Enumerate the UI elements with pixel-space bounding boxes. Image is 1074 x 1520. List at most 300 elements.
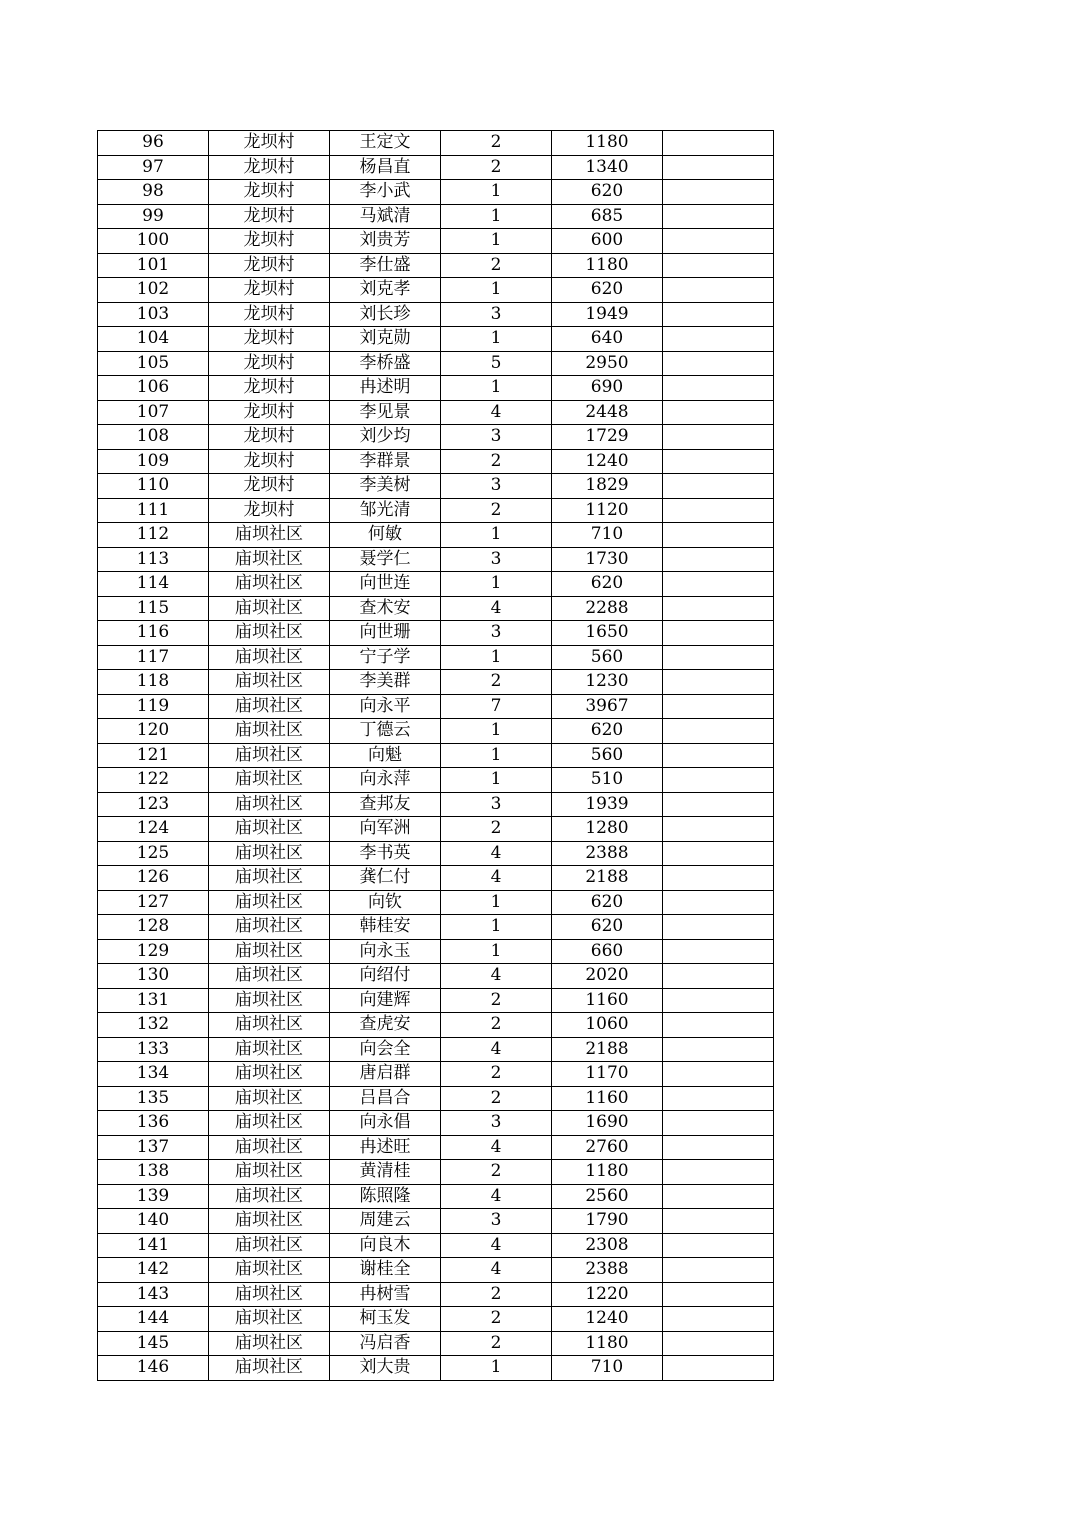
cell-name: 冉树雪: [330, 1282, 441, 1307]
cell-note: [663, 964, 774, 989]
cell-name: 李群景: [330, 449, 441, 474]
cell-amount: 660: [552, 939, 663, 964]
table-row: [98, 1013, 774, 1038]
cell-amount: 710: [552, 523, 663, 548]
cell-note: [663, 1258, 774, 1283]
cell-name: 吕昌合: [330, 1086, 441, 1111]
cell-amount: 3967: [552, 694, 663, 719]
cell-number: 99: [98, 204, 209, 229]
cell-note: [663, 694, 774, 719]
cell-name: 向会全: [330, 1037, 441, 1062]
cell-name: 刘贵芳: [330, 229, 441, 254]
cell-village: 庙坝社区: [209, 841, 330, 866]
cell-count: 2: [441, 498, 552, 523]
cell-amount: 710: [552, 1356, 663, 1381]
cell-note: [663, 400, 774, 425]
cell-number: 109: [98, 449, 209, 474]
cell-name: 向绍付: [330, 964, 441, 989]
cell-name: 柯玉发: [330, 1307, 441, 1332]
cell-note: [663, 572, 774, 597]
table-row: [98, 253, 774, 278]
cell-village: 庙坝社区: [209, 1331, 330, 1356]
cell-village: 龙坝村: [209, 204, 330, 229]
cell-name: 查术安: [330, 596, 441, 621]
cell-village: 庙坝社区: [209, 645, 330, 670]
cell-count: 4: [441, 1184, 552, 1209]
cell-number: 130: [98, 964, 209, 989]
cell-number: 125: [98, 841, 209, 866]
cell-amount: 620: [552, 278, 663, 303]
cell-number: 145: [98, 1331, 209, 1356]
cell-amount: 2950: [552, 351, 663, 376]
cell-note: [663, 817, 774, 842]
cell-number: 120: [98, 719, 209, 744]
cell-village: 庙坝社区: [209, 1135, 330, 1160]
cell-note: [663, 1331, 774, 1356]
cell-count: 1: [441, 327, 552, 352]
cell-number: 146: [98, 1356, 209, 1381]
cell-amount: 2560: [552, 1184, 663, 1209]
cell-name: 杨昌直: [330, 155, 441, 180]
cell-village: 龙坝村: [209, 131, 330, 156]
cell-number: 111: [98, 498, 209, 523]
cell-name: 唐启群: [330, 1062, 441, 1087]
cell-count: 1: [441, 645, 552, 670]
cell-number: 134: [98, 1062, 209, 1087]
cell-count: 1: [441, 1356, 552, 1381]
cell-village: 龙坝村: [209, 474, 330, 499]
cell-number: 101: [98, 253, 209, 278]
cell-name: 李小武: [330, 180, 441, 205]
table-row: [98, 915, 774, 940]
cell-number: 140: [98, 1209, 209, 1234]
cell-count: 7: [441, 694, 552, 719]
cell-note: [663, 278, 774, 303]
cell-note: [663, 939, 774, 964]
cell-number: 110: [98, 474, 209, 499]
table-row: [98, 180, 774, 205]
cell-number: 112: [98, 523, 209, 548]
cell-note: [663, 743, 774, 768]
cell-amount: 620: [552, 890, 663, 915]
table-row: [98, 645, 774, 670]
cell-village: 庙坝社区: [209, 572, 330, 597]
table-row: [98, 621, 774, 646]
cell-village: 庙坝社区: [209, 743, 330, 768]
cell-count: 4: [441, 596, 552, 621]
cell-note: [663, 474, 774, 499]
cell-count: 4: [441, 841, 552, 866]
cell-amount: 1829: [552, 474, 663, 499]
cell-number: 103: [98, 302, 209, 327]
cell-name: 王定文: [330, 131, 441, 156]
cell-village: 庙坝社区: [209, 1086, 330, 1111]
cell-name: 查虎安: [330, 1013, 441, 1038]
cell-count: 3: [441, 425, 552, 450]
cell-village: 庙坝社区: [209, 523, 330, 548]
table-row: [98, 1356, 774, 1381]
cell-name: 陈照隆: [330, 1184, 441, 1209]
cell-count: 1: [441, 915, 552, 940]
cell-note: [663, 229, 774, 254]
cell-count: 4: [441, 1037, 552, 1062]
cell-count: 2: [441, 1013, 552, 1038]
cell-count: 1: [441, 890, 552, 915]
cell-name: 马斌清: [330, 204, 441, 229]
cell-name: 向永玉: [330, 939, 441, 964]
cell-count: 4: [441, 1258, 552, 1283]
cell-number: 104: [98, 327, 209, 352]
cell-amount: 620: [552, 915, 663, 940]
table-row: [98, 768, 774, 793]
cell-amount: 1730: [552, 547, 663, 572]
cell-name: 韩桂安: [330, 915, 441, 940]
cell-amount: 1160: [552, 1086, 663, 1111]
cell-number: 116: [98, 621, 209, 646]
cell-name: 向钦: [330, 890, 441, 915]
cell-number: 131: [98, 988, 209, 1013]
table-row: [98, 1062, 774, 1087]
cell-count: 1: [441, 180, 552, 205]
cell-note: [663, 890, 774, 915]
cell-village: 庙坝社区: [209, 596, 330, 621]
cell-number: 126: [98, 866, 209, 891]
table-row: [98, 572, 774, 597]
table-row: [98, 890, 774, 915]
cell-name: 向世珊: [330, 621, 441, 646]
cell-note: [663, 498, 774, 523]
cell-note: [663, 719, 774, 744]
cell-note: [663, 645, 774, 670]
cell-village: 龙坝村: [209, 449, 330, 474]
table-row: [98, 400, 774, 425]
cell-number: 113: [98, 547, 209, 572]
table-row: [98, 131, 774, 156]
cell-amount: 1180: [552, 1331, 663, 1356]
table-row: [98, 719, 774, 744]
cell-count: 4: [441, 866, 552, 891]
cell-count: 1: [441, 719, 552, 744]
cell-village: 龙坝村: [209, 253, 330, 278]
cell-count: 2: [441, 1062, 552, 1087]
table-row: [98, 939, 774, 964]
cell-note: [663, 131, 774, 156]
cell-note: [663, 670, 774, 695]
table-row: [98, 523, 774, 548]
cell-number: 139: [98, 1184, 209, 1209]
cell-name: 向建辉: [330, 988, 441, 1013]
cell-amount: 1180: [552, 1160, 663, 1185]
cell-name: 刘少均: [330, 425, 441, 450]
cell-name: 李见景: [330, 400, 441, 425]
cell-name: 何敏: [330, 523, 441, 548]
cell-name: 李美群: [330, 670, 441, 695]
cell-amount: 1240: [552, 1307, 663, 1332]
cell-number: 97: [98, 155, 209, 180]
table-row: [98, 1282, 774, 1307]
table-row: [98, 425, 774, 450]
cell-number: 119: [98, 694, 209, 719]
cell-amount: 1170: [552, 1062, 663, 1087]
cell-village: 庙坝社区: [209, 719, 330, 744]
cell-amount: 2188: [552, 1037, 663, 1062]
cell-name: 向军洲: [330, 817, 441, 842]
table-row: [98, 327, 774, 352]
cell-note: [663, 768, 774, 793]
cell-name: 龚仁付: [330, 866, 441, 891]
cell-count: 2: [441, 253, 552, 278]
cell-note: [663, 449, 774, 474]
cell-number: 137: [98, 1135, 209, 1160]
cell-note: [663, 253, 774, 278]
cell-amount: 690: [552, 376, 663, 401]
table-row: [98, 817, 774, 842]
cell-amount: 2388: [552, 1258, 663, 1283]
cell-note: [663, 1233, 774, 1258]
cell-village: 龙坝村: [209, 351, 330, 376]
table-row: [98, 302, 774, 327]
cell-name: 冉述明: [330, 376, 441, 401]
cell-amount: 560: [552, 743, 663, 768]
cell-count: 2: [441, 670, 552, 695]
cell-note: [663, 988, 774, 1013]
cell-name: 李仕盛: [330, 253, 441, 278]
cell-village: 庙坝社区: [209, 939, 330, 964]
cell-count: 3: [441, 1111, 552, 1136]
table-row: [98, 1233, 774, 1258]
cell-number: 142: [98, 1258, 209, 1283]
cell-village: 龙坝村: [209, 425, 330, 450]
cell-note: [663, 351, 774, 376]
cell-amount: 1060: [552, 1013, 663, 1038]
table-row: [98, 1331, 774, 1356]
cell-amount: 1180: [552, 131, 663, 156]
cell-note: [663, 1184, 774, 1209]
cell-count: 2: [441, 988, 552, 1013]
cell-village: 龙坝村: [209, 155, 330, 180]
cell-amount: 1690: [552, 1111, 663, 1136]
cell-village: 庙坝社区: [209, 768, 330, 793]
cell-count: 3: [441, 547, 552, 572]
cell-number: 117: [98, 645, 209, 670]
cell-village: 庙坝社区: [209, 1307, 330, 1332]
cell-amount: 1650: [552, 621, 663, 646]
cell-note: [663, 621, 774, 646]
cell-note: [663, 1160, 774, 1185]
cell-note: [663, 1282, 774, 1307]
cell-village: 庙坝社区: [209, 621, 330, 646]
table-row: [98, 1037, 774, 1062]
cell-amount: 2308: [552, 1233, 663, 1258]
cell-village: 庙坝社区: [209, 1282, 330, 1307]
table-row: [98, 792, 774, 817]
cell-name: 谢桂全: [330, 1258, 441, 1283]
cell-amount: 1939: [552, 792, 663, 817]
cell-count: 2: [441, 155, 552, 180]
table-row: [98, 204, 774, 229]
cell-count: 4: [441, 964, 552, 989]
cell-amount: 2388: [552, 841, 663, 866]
cell-village: 庙坝社区: [209, 1184, 330, 1209]
cell-number: 100: [98, 229, 209, 254]
cell-village: 庙坝社区: [209, 1111, 330, 1136]
cell-note: [663, 792, 774, 817]
cell-amount: 600: [552, 229, 663, 254]
cell-count: 1: [441, 572, 552, 597]
cell-count: 2: [441, 131, 552, 156]
table-row: [98, 1307, 774, 1332]
cell-note: [663, 1135, 774, 1160]
cell-count: 1: [441, 523, 552, 548]
cell-note: [663, 1062, 774, 1087]
cell-village: 庙坝社区: [209, 1258, 330, 1283]
cell-village: 庙坝社区: [209, 1356, 330, 1381]
cell-number: 114: [98, 572, 209, 597]
cell-note: [663, 915, 774, 940]
cell-count: 2: [441, 1307, 552, 1332]
cell-count: 3: [441, 621, 552, 646]
cell-note: [663, 1307, 774, 1332]
cell-village: 龙坝村: [209, 278, 330, 303]
cell-name: 向永平: [330, 694, 441, 719]
cell-village: 庙坝社区: [209, 988, 330, 1013]
cell-name: 丁德云: [330, 719, 441, 744]
cell-village: 庙坝社区: [209, 1209, 330, 1234]
cell-note: [663, 523, 774, 548]
cell-number: 133: [98, 1037, 209, 1062]
cell-amount: 640: [552, 327, 663, 352]
cell-number: 115: [98, 596, 209, 621]
cell-name: 周建云: [330, 1209, 441, 1234]
cell-number: 129: [98, 939, 209, 964]
cell-count: 3: [441, 474, 552, 499]
cell-amount: 1729: [552, 425, 663, 450]
cell-amount: 1280: [552, 817, 663, 842]
cell-note: [663, 841, 774, 866]
cell-name: 冯启香: [330, 1331, 441, 1356]
cell-amount: 2448: [552, 400, 663, 425]
cell-note: [663, 302, 774, 327]
cell-village: 龙坝村: [209, 376, 330, 401]
cell-count: 4: [441, 400, 552, 425]
cell-village: 庙坝社区: [209, 915, 330, 940]
cell-amount: 560: [552, 645, 663, 670]
cell-number: 108: [98, 425, 209, 450]
table-row: [98, 1111, 774, 1136]
table-row: [98, 474, 774, 499]
table-row: [98, 1184, 774, 1209]
cell-note: [663, 1037, 774, 1062]
cell-number: 122: [98, 768, 209, 793]
cell-village: 庙坝社区: [209, 964, 330, 989]
cell-number: 136: [98, 1111, 209, 1136]
cell-note: [663, 204, 774, 229]
cell-number: 141: [98, 1233, 209, 1258]
table-row: [98, 229, 774, 254]
cell-count: 1: [441, 376, 552, 401]
cell-village: 庙坝社区: [209, 1160, 330, 1185]
cell-note: [663, 327, 774, 352]
cell-count: 2: [441, 1160, 552, 1185]
table-row: [98, 1258, 774, 1283]
cell-amount: 1180: [552, 253, 663, 278]
cell-count: 2: [441, 449, 552, 474]
cell-village: 庙坝社区: [209, 694, 330, 719]
cell-amount: 685: [552, 204, 663, 229]
cell-amount: 1340: [552, 155, 663, 180]
cell-village: 庙坝社区: [209, 890, 330, 915]
cell-village: 庙坝社区: [209, 670, 330, 695]
table-row: [98, 670, 774, 695]
cell-amount: 620: [552, 180, 663, 205]
table-row: [98, 596, 774, 621]
cell-count: 1: [441, 204, 552, 229]
cell-note: [663, 1209, 774, 1234]
table-row: [98, 278, 774, 303]
cell-number: 124: [98, 817, 209, 842]
cell-name: 查邦友: [330, 792, 441, 817]
cell-number: 144: [98, 1307, 209, 1332]
table-row: [98, 547, 774, 572]
table-row: [98, 694, 774, 719]
cell-count: 1: [441, 278, 552, 303]
cell-village: 庙坝社区: [209, 1013, 330, 1038]
cell-village: 龙坝村: [209, 302, 330, 327]
cell-name: 刘长珍: [330, 302, 441, 327]
cell-village: 龙坝村: [209, 400, 330, 425]
cell-amount: 1240: [552, 449, 663, 474]
cell-village: 庙坝社区: [209, 1062, 330, 1087]
cell-amount: 620: [552, 572, 663, 597]
cell-note: [663, 596, 774, 621]
cell-note: [663, 155, 774, 180]
table-row: [98, 1160, 774, 1185]
table-row: [98, 1135, 774, 1160]
cell-name: 向永倡: [330, 1111, 441, 1136]
cell-name: 刘克勋: [330, 327, 441, 352]
cell-amount: 620: [552, 719, 663, 744]
cell-number: 123: [98, 792, 209, 817]
cell-name: 邹光清: [330, 498, 441, 523]
cell-village: 龙坝村: [209, 327, 330, 352]
cell-number: 132: [98, 1013, 209, 1038]
cell-count: 2: [441, 1282, 552, 1307]
cell-name: 黄清桂: [330, 1160, 441, 1185]
table-row: [98, 841, 774, 866]
cell-number: 127: [98, 890, 209, 915]
cell-name: 李桥盛: [330, 351, 441, 376]
table-row: [98, 376, 774, 401]
table-row: [98, 1086, 774, 1111]
cell-amount: 2020: [552, 964, 663, 989]
cell-number: 118: [98, 670, 209, 695]
cell-note: [663, 376, 774, 401]
cell-number: 106: [98, 376, 209, 401]
cell-count: 1: [441, 229, 552, 254]
table-row: [98, 866, 774, 891]
cell-village: 龙坝村: [209, 180, 330, 205]
table-row: [98, 743, 774, 768]
cell-count: 3: [441, 792, 552, 817]
cell-name: 向永萍: [330, 768, 441, 793]
cell-name: 冉述旺: [330, 1135, 441, 1160]
cell-name: 向世连: [330, 572, 441, 597]
cell-amount: 1949: [552, 302, 663, 327]
cell-name: 向良木: [330, 1233, 441, 1258]
cell-number: 135: [98, 1086, 209, 1111]
cell-village: 庙坝社区: [209, 817, 330, 842]
cell-count: 1: [441, 768, 552, 793]
